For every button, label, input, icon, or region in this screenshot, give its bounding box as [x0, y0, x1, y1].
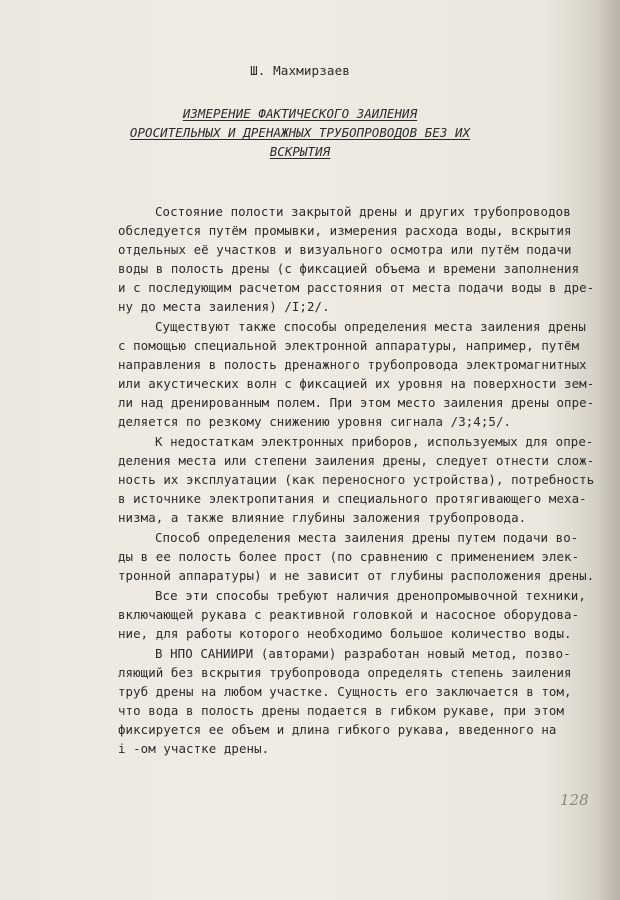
body-line: Все эти способы требуют наличия дренопромывочной техники, — [155, 588, 586, 603]
body-line: направления в полость дренажного трубопровода электромагнитных — [118, 357, 587, 372]
body-line: воды в полость дрены (с фиксацией объема и времени заполнения — [118, 261, 580, 276]
body-line: с помощью специальной электронной аппаратуры, например, путём — [118, 338, 580, 353]
body-line: ды в ее полость более прост (по сравнению с применением элек- — [118, 549, 580, 564]
body-line: ляющий без вскрытия трубопровода определять степень заиления — [118, 665, 572, 680]
page-number: 128 — [560, 791, 589, 809]
body-line: ну до места заиления) /I;2/. — [118, 299, 330, 314]
title-line-3: ВСКРЫТИЯ — [269, 144, 331, 159]
body-line: деления места или степени заиления дрены, следует отнести слож- — [118, 453, 595, 468]
body-line: Состояние полости закрытой дрены и других трубопроводов — [155, 204, 571, 219]
body-line: фиксируется ее объем и длина гибкого рукава, введенного на — [118, 722, 557, 737]
body-line: ние, для работы которого необходимо большое количество воды. — [118, 626, 572, 641]
body-line: ли над дренированным полем. При этом место заиления дрены опре- — [118, 395, 595, 410]
title-line-2: ОРОСИТЕЛЬНЫХ И ДРЕНАЖНЫХ ТРУБОПРОВОДОВ БЕЗ ИХ — [129, 125, 471, 140]
body-line: В НПО САНИИРИ (авторами) разработан новый метод, позво- — [155, 646, 571, 661]
title-line-1: ИЗМЕРЕНИЕ ФАКТИЧЕСКОГО ЗАИЛЕНИЯ — [182, 106, 418, 121]
body-line: Существуют также способы определения места заиления дрены — [155, 319, 586, 334]
body-line: что вода в полость дрены подается в гибком рукаве, при этом — [118, 703, 565, 718]
body-line: труб дрены на любом участке. Сущность его заключается в том, — [118, 684, 572, 699]
body-line: и с последующим расчетом расстояния от места подачи воды в дре- — [118, 280, 595, 295]
body-line: i -ом участке дрены. — [118, 741, 270, 756]
body-line: в источнике электропитания и специального протягивающего меха- — [118, 491, 587, 506]
body-line: Способ определения места заиления дрены путем подачи во- — [155, 530, 579, 545]
author-name: Ш. Махмирзаев — [250, 63, 350, 78]
page-edge-shadow — [598, 0, 620, 900]
body-line: деляется по резкому снижению уровня сигнала /3;4;5/. — [118, 414, 512, 429]
body-line: включающей рукава с реактивной головкой и насосное оборудова- — [118, 607, 580, 622]
body-line: отдельных её участков и визуального осмотра или путём подачи — [118, 242, 572, 257]
body-line: обследуется путём промывки, измерения расхода воды, вскрытия — [118, 223, 572, 238]
body-line: тронной аппаратуры) и не зависит от глубины расположения дрены. — [118, 568, 595, 583]
body-line: низма, а также влияние глубины заложения трубопровода. — [118, 510, 527, 525]
body-line: К недостаткам электронных приборов, используемых для опре- — [155, 434, 594, 449]
body-line: ность их эксплуатации (как переносного устройства), потребность — [118, 472, 595, 487]
body-line: или акустических волн с фиксацией их уровня на поверхности зем- — [118, 376, 595, 391]
